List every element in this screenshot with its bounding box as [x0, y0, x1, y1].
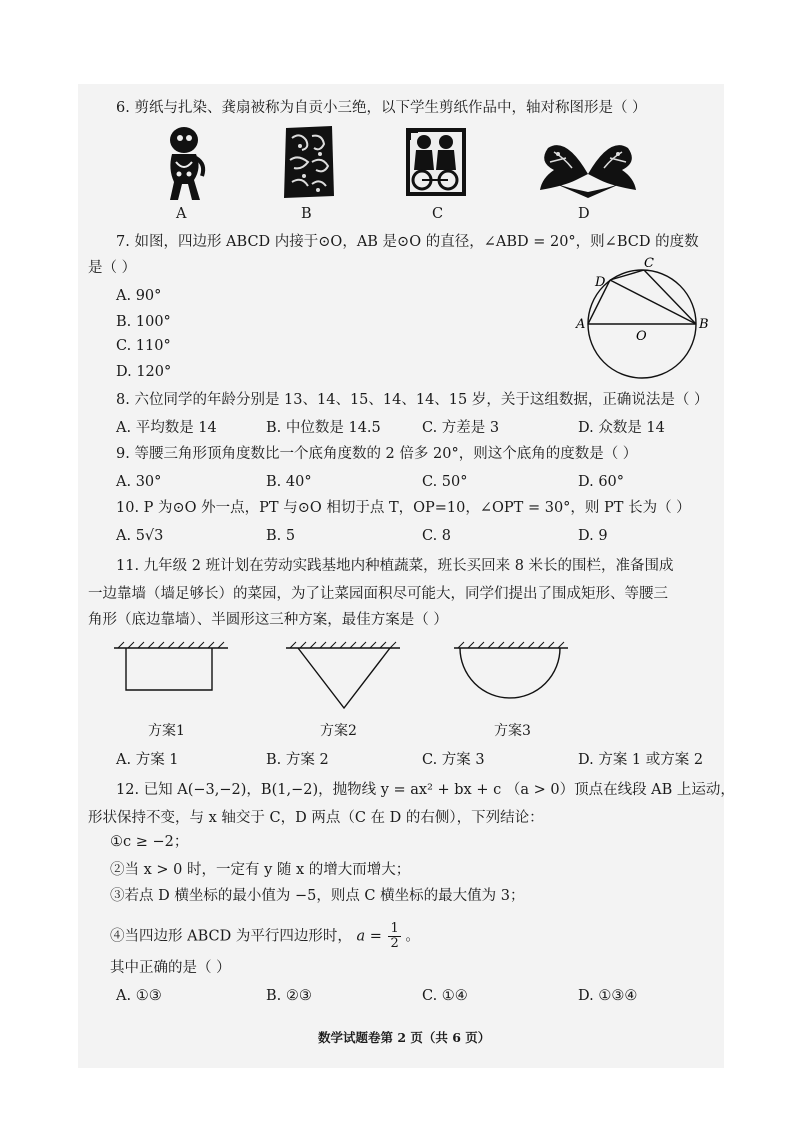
q8-option-c: C. 方差是 3 [422, 420, 500, 436]
q11-option-a: A. 方案 1 [116, 752, 179, 768]
q7-option-d: D. 120° [116, 364, 172, 380]
q7-circle-diagram [576, 256, 710, 386]
q12-fraction-den: 2 [390, 936, 399, 951]
q12-option-b: B. ②③ [266, 988, 312, 1004]
q7-label-d: D [595, 275, 606, 290]
q12-conclusion-3: ③若点 D 横坐标的最小值为 −5，则点 C 横坐标的最大值为 3； [110, 888, 525, 904]
q10-option-a: A. 5√3 [116, 528, 164, 544]
q11-stem-line2: 一边靠墙（墙足够长）的菜园，为了让菜园面积尽可能大，同学们提出了围成矩形、等腰三 [88, 586, 668, 602]
papercut-d-image [536, 128, 640, 200]
q8-option-a: A. 平均数是 14 [116, 420, 217, 436]
q10-option-d: D. 9 [578, 528, 608, 544]
q9-option-a: A. 30° [116, 474, 162, 490]
q12-option-a: A. ①③ [116, 988, 162, 1004]
q8-option-b: B. 中位数是 14.5 [266, 420, 381, 436]
plan-1-caption: 方案1 [148, 723, 185, 739]
q12-option-c: C. ①④ [422, 988, 468, 1004]
q6-label-b: B [301, 206, 312, 222]
q9-stem: 9. 等腰三角形顶角度数比一个底角度数的 2 倍多 20°，则这个底角的度数是（ ） [116, 446, 638, 462]
papercut-b-image [280, 124, 338, 200]
plan-3-caption: 方案3 [494, 723, 531, 739]
q7-label-a: A [576, 317, 586, 332]
q7-label-o: O [636, 329, 647, 344]
q12-conclusion-4-text: ④当四边形 ABCD 为平行四边形时， [110, 928, 352, 945]
q12-conclusion-1: ①c ≥ −2； [110, 834, 189, 850]
q10-stem: 10. P 为⊙O 外一点，PT 与⊙O 相切于点 T，OP=10，∠OPT = 30°，则 PT 长为（ ） [116, 500, 691, 516]
q7-stem-line2: 是（ ） [88, 260, 137, 276]
q11-option-c: C. 方案 3 [422, 752, 485, 768]
q7-stem-line1: 7. 如图，四边形 ABCD 内接于⊙O，AB 是⊙O 的直径，∠ABD = 20°，则∠BCD 的度数 [116, 234, 699, 250]
papercut-a-image [160, 124, 210, 204]
q12-conclusion-2: ②当 x > 0 时，一定有 y 随 x 的增大而增大； [110, 862, 411, 878]
q12-stem-line2: 形状保持不变，与 x 轴交于 C，D 两点（C 在 D 的右侧），下列结论： [88, 810, 544, 826]
q12-stem-line1: 12. 已知 A(−3,−2)，B(1,−2)，抛物线 y = ax² + bx + c （a > 0）顶点在线段 AB 上运动， [116, 782, 735, 798]
q11-stem-line1: 11. 九年级 2 班计划在劳动实践基地内种植蔬菜，班长买回来 8 米长的围栏，准备围成 [116, 558, 674, 574]
q11-option-d: D. 方案 1 或方案 2 [578, 752, 704, 768]
q7-option-c: C. 110° [116, 338, 171, 354]
q6-stem: 6. 剪纸与扎染、龚扇被称为自贡小三绝，以下学生剪纸作品中，轴对称图形是（ ） [116, 100, 647, 116]
q11-option-b: B. 方案 2 [266, 752, 329, 768]
q10-option-c: C. 8 [422, 528, 452, 544]
page-footer: 数学试题卷第 2 页（共 6 页） [318, 1030, 491, 1045]
q12-fraction [388, 922, 400, 951]
q8-stem: 8. 六位同学的年龄分别是 13、14、15、14、14、15 岁，关于这组数据，正确说法是（ ） [116, 392, 709, 408]
q10-option-b: B. 5 [266, 528, 296, 544]
plan-2-caption: 方案2 [320, 723, 357, 739]
q7-option-b: B. 100° [116, 314, 171, 330]
bleed-through-text [640, 118, 644, 131]
q9-option-b: B. 40° [266, 474, 312, 490]
q12-conclusion-4-a: a = [356, 928, 382, 945]
q6-label-d: D [578, 206, 590, 222]
papercut-c-image [404, 126, 468, 198]
q12-fraction-num: 1 [390, 921, 399, 936]
q9-option-c: C. 50° [422, 474, 468, 490]
q7-label-c: C [644, 256, 654, 271]
q8-option-d: D. 众数是 14 [578, 420, 665, 436]
q9-option-d: D. 60° [578, 474, 625, 490]
q11-stem-line3: 角形（底边靠墙）、半圆形这三种方案，最佳方案是（ ） [88, 612, 448, 628]
q7-option-a: A. 90° [116, 288, 162, 304]
q6-label-c: C [432, 206, 444, 222]
q12-option-d: D. ①③④ [578, 988, 638, 1004]
q6-label-a: A [176, 206, 187, 222]
q12-conclusion-4 [110, 922, 420, 951]
q7-label-b: B [699, 317, 709, 332]
q12-conclusion-4-end: 。 [405, 928, 420, 945]
plan-2-triangle-diagram [284, 640, 404, 712]
plan-3-semicircle-diagram [452, 640, 572, 710]
q12-ask: 其中正确的是（ ） [110, 960, 231, 976]
plan-1-rectangle-diagram [112, 640, 232, 700]
